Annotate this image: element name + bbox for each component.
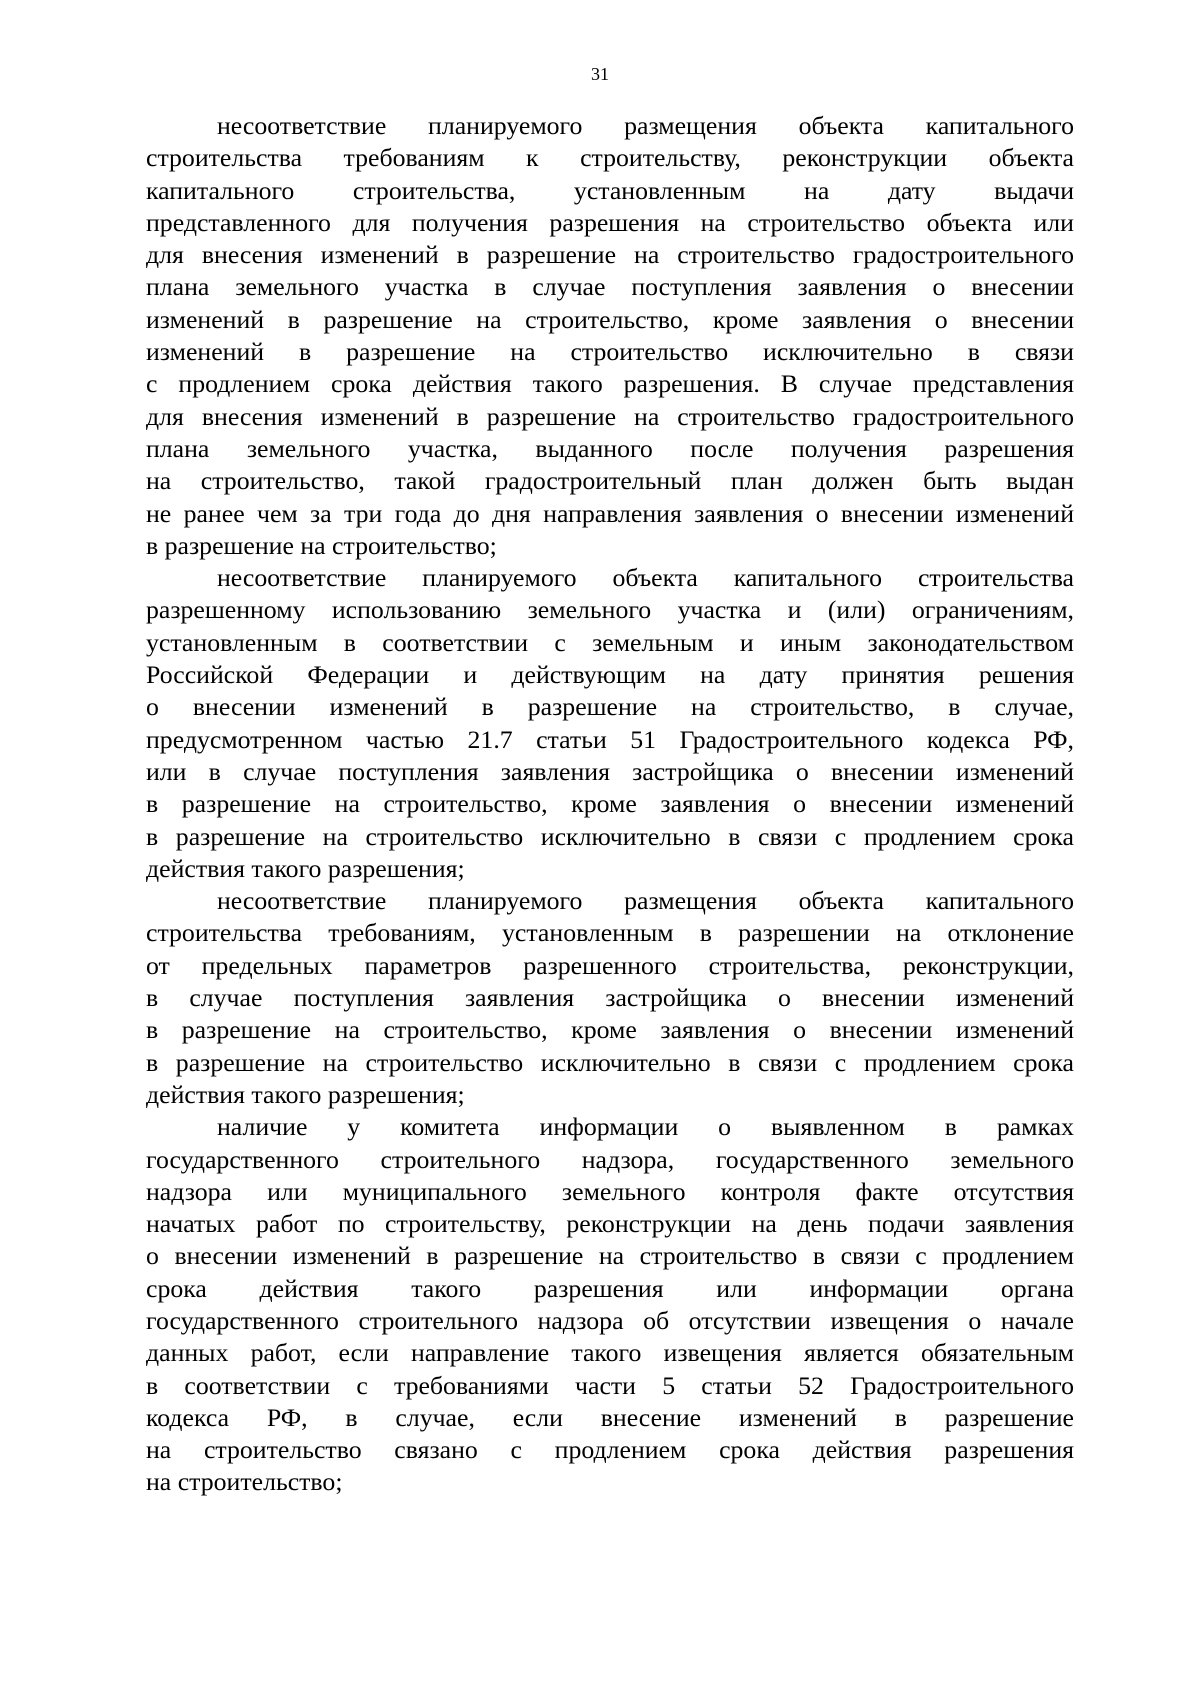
text-line: разрешенному использованию земельного участка и (или) ограничениям,: [146, 595, 1074, 625]
text-line: в случае поступления заявления застройщика о внесении изменений: [146, 983, 1074, 1013]
text-line: о внесении изменений в разрешение на строительство в связи с продлением: [146, 1241, 1074, 1271]
paragraph: [146, 1111, 1074, 1499]
paragraph: [146, 562, 1074, 885]
document-body: [146, 110, 1074, 1499]
text-line: капитального строительства, установленным на дату выдачи: [146, 175, 1074, 205]
text-line: представленного для получения разрешения на строительство объекта или: [146, 207, 1074, 237]
text-line: изменений в разрешение на строительство, кроме заявления о внесении: [146, 304, 1074, 334]
text-line: о внесении изменений в разрешение на строительство, в случае,: [146, 692, 1074, 722]
text-line: Российской Федерации и действующим на дату принятия решения: [146, 660, 1074, 690]
text-line: в соответствии с требованиями части 5 статьи 52 Градостроительного: [146, 1370, 1074, 1400]
text-line: наличие у комитета информации о выявленном в рамках: [217, 1112, 1074, 1142]
text-line: от предельных параметров разрешенного строительства, реконструкции,: [146, 950, 1074, 980]
text-line: в разрешение на строительство;: [146, 530, 497, 560]
text-line: действия такого разрешения;: [146, 853, 465, 883]
text-line: в разрешение на строительство исключительно в связи с продлением срока: [146, 1047, 1074, 1077]
text-line: государственного строительного надзора, государственного земельного: [146, 1144, 1074, 1174]
text-line: плана земельного участка, выданного после получения разрешения: [146, 433, 1074, 463]
text-line: установленным в соответствии с земельным и иным законодательством: [146, 627, 1074, 657]
text-line: надзора или муниципального земельного контроля факте отсутствия: [146, 1176, 1074, 1206]
text-line: государственного строительного надзора об отсутствии извещения о начале: [146, 1305, 1074, 1335]
paragraph: [146, 885, 1074, 1111]
text-line: действия такого разрешения;: [146, 1079, 465, 1109]
text-line: несоответствие планируемого объекта капитального строительства: [217, 563, 1074, 593]
text-line: в разрешение на строительство, кроме заявления о внесении изменений: [146, 789, 1074, 819]
text-line: несоответствие планируемого размещения объекта капитального: [217, 111, 1074, 140]
text-line: на строительство;: [146, 1467, 343, 1497]
text-line: для внесения изменений в разрешение на строительство градостроительного: [146, 240, 1074, 270]
text-line: на строительство, такой градостроительный план должен быть выдан: [146, 466, 1074, 496]
text-line: несоответствие планируемого размещения объекта капитального: [217, 886, 1074, 916]
text-line: строительства требованиям, установленным в разрешении на отклонение: [146, 918, 1074, 948]
page-number: 31: [591, 64, 609, 84]
text-line: не ранее чем за три года до дня направления заявления о внесении изменений: [146, 498, 1074, 528]
text-line: предусмотренном частью 21.7 статьи 51 Градостроительного кодекса РФ,: [146, 724, 1074, 754]
text-line: плана земельного участка в случае поступления заявления о внесении: [146, 272, 1074, 302]
text-line: кодекса РФ, в случае, если внесение изменений в разрешение: [146, 1402, 1074, 1432]
text-line: в разрешение на строительство, кроме заявления о внесении изменений: [146, 1015, 1074, 1045]
text-line: в разрешение на строительство исключительно в связи с продлением срока: [146, 821, 1074, 851]
text-line: строительства требованиям к строительству, реконструкции объекта: [146, 143, 1074, 173]
text-line: на строительство связано с продлением срока действия разрешения: [146, 1435, 1074, 1465]
text-line: данных работ, если направление такого извещения является обязательным: [146, 1338, 1074, 1368]
text-line: изменений в разрешение на строительство исключительно в связи: [146, 337, 1074, 367]
paragraph: [146, 110, 1074, 562]
text-line: для внесения изменений в разрешение на строительство градостроительного: [146, 401, 1074, 431]
text-line: срока действия такого разрешения или информации органа: [146, 1273, 1074, 1303]
text-line: или в случае поступления заявления застройщика о внесении изменений: [146, 756, 1074, 786]
text-line: с продлением срока действия такого разрешения. В случае представления: [146, 369, 1074, 399]
text-line: начатых работ по строительству, реконструкции на день подачи заявления: [146, 1209, 1074, 1239]
